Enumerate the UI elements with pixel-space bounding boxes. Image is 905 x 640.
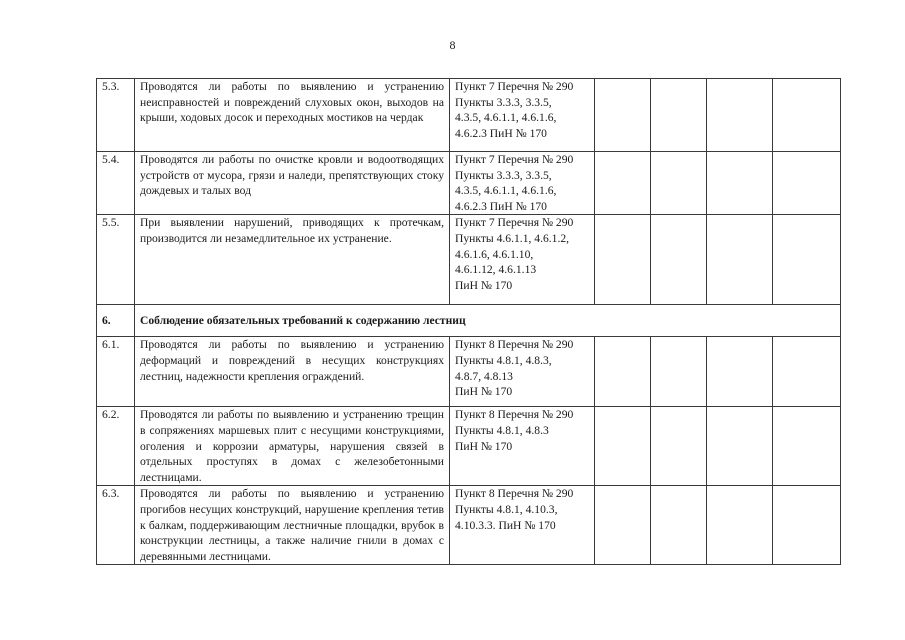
table-row (97, 337, 841, 407)
item-number: 5.5. (97, 215, 135, 305)
item-question: Проводятся ли работы по выявлению и устранению деформаций и повреждений в несущих конструкциях лестниц, надежности крепления ограждений. (135, 337, 450, 407)
table-row (97, 79, 841, 152)
answer-cell-no[interactable] (651, 215, 707, 305)
item-question: Проводятся ли работы по очистке кровли и водоотводящих устройств от мусора, грязи и наледи, препятствующих стоку дождевых и талых вод (135, 152, 450, 215)
notes-cell[interactable] (773, 215, 841, 305)
answer-cell-no[interactable] (651, 152, 707, 215)
answer-cell-na[interactable] (707, 486, 773, 565)
answer-cell-na[interactable] (707, 215, 773, 305)
answer-cell-yes[interactable] (595, 407, 651, 486)
answer-cell-no[interactable] (651, 407, 707, 486)
page-number: 8 (449, 38, 456, 52)
section-title: Соблюдение обязательных требований к содержанию лестниц (135, 305, 841, 337)
item-number: 6.1. (97, 337, 135, 407)
item-reference: Пункт 8 Перечня № 290 Пункты 4.8.1, 4.8.3 ПиН № 170 (450, 407, 595, 486)
item-reference: Пункт 8 Перечня № 290 Пункты 4.8.1, 4.10.3, 4.10.3.3. ПиН № 170 (450, 486, 595, 565)
item-reference: Пункт 8 Перечня № 290 Пункты 4.8.1, 4.8.3, 4.8.7, 4.8.13 ПиН № 170 (450, 337, 595, 407)
notes-cell[interactable] (773, 152, 841, 215)
item-question: Проводятся ли работы по выявлению и устранению прогибов несущих конструкций, нарушение крепления тетив к балкам, поддерживающим лестничные площадки, врубок в конструкции лестницы, а также наличие гнили в домах с деревянными лестницами. (135, 486, 450, 565)
answer-cell-no[interactable] (651, 79, 707, 152)
item-number: 6.3. (97, 486, 135, 565)
item-reference: Пункт 7 Перечня № 290 Пункты 4.6.1.1, 4.6.1.2, 4.6.1.6, 4.6.1.10, 4.6.1.12, 4.6.1.13 ПиН № 170 (450, 215, 595, 305)
item-question: При выявлении нарушений, приводящих к протечкам, производится ли незамедлительное их устранение. (135, 215, 450, 305)
notes-cell[interactable] (773, 486, 841, 565)
answer-cell-yes[interactable] (595, 215, 651, 305)
item-reference: Пункт 7 Перечня № 290 Пункты 3.3.3, 3.3.5, 4.3.5, 4.6.1.1, 4.6.1.6, 4.6.2.3 ПиН № 170 (450, 152, 595, 215)
item-question: Проводятся ли работы по выявлению и устранению неисправностей и повреждений слуховых окон, выходов на крыши, ходовых досок и переходных мостиков на чердак (135, 79, 450, 152)
table-row (97, 215, 841, 305)
answer-cell-na[interactable] (707, 407, 773, 486)
section-header-row (97, 305, 841, 337)
item-question: Проводятся ли работы по выявлению и устранению трещин в сопряжениях маршевых плит с несущими конструкциями, оголения и коррозии арматуры, нарушения связей в отдельных проступях в домах с железобетонными лестницами. (135, 407, 450, 486)
item-number: 6.2. (97, 407, 135, 486)
answer-cell-na[interactable] (707, 337, 773, 407)
answer-cell-yes[interactable] (595, 152, 651, 215)
item-reference: Пункт 7 Перечня № 290 Пункты 3.3.3, 3.3.5, 4.3.5, 4.6.1.1, 4.6.1.6, 4.6.2.3 ПиН № 170 (450, 79, 595, 152)
notes-cell[interactable] (773, 79, 841, 152)
answer-cell-no[interactable] (651, 337, 707, 407)
notes-cell[interactable] (773, 337, 841, 407)
answer-cell-yes[interactable] (595, 79, 651, 152)
answer-cell-yes[interactable] (595, 486, 651, 565)
item-number: 5.3. (97, 79, 135, 152)
section-number: 6. (97, 305, 135, 337)
answer-cell-na[interactable] (707, 152, 773, 215)
table-row (97, 486, 841, 565)
answer-cell-no[interactable] (651, 486, 707, 565)
requirements-table (96, 78, 841, 565)
notes-cell[interactable] (773, 407, 841, 486)
item-number: 5.4. (97, 152, 135, 215)
table-row (97, 407, 841, 486)
answer-cell-na[interactable] (707, 79, 773, 152)
answer-cell-yes[interactable] (595, 337, 651, 407)
table-row (97, 152, 841, 215)
